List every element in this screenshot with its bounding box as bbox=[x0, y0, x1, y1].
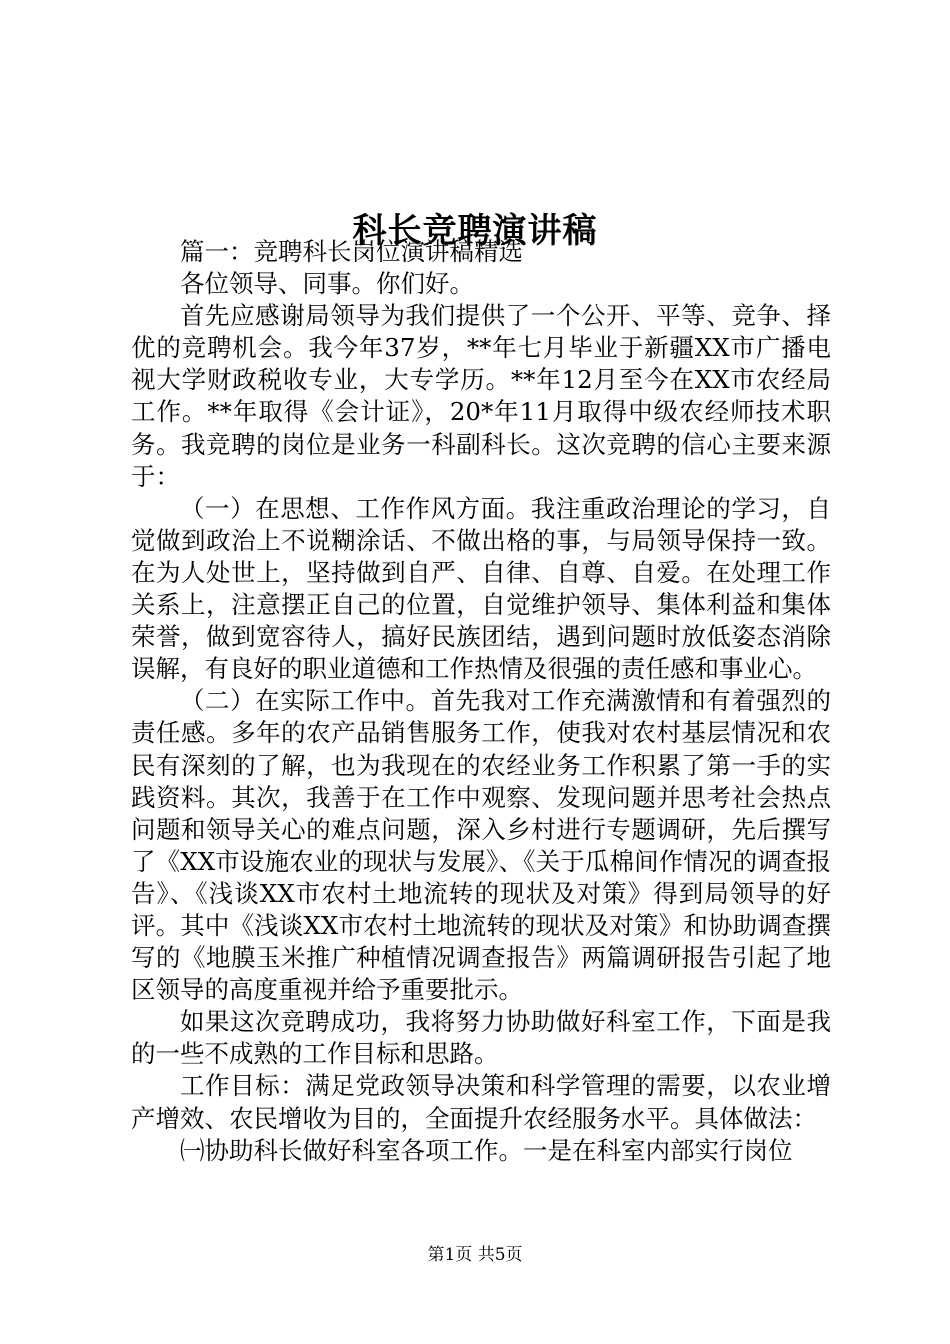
paragraph-introduction: 首先应感谢局领导为我们提供了一个公开、平等、竞争、择优的竞聘机会。我今年37岁，**年七月毕业于新疆XX市广播电视大学财政税收专业，大专学历。**年12月至今在XX市农经局工作。**年取得《会计证》，20*年11月取得中级农经师技术职务。我竞聘的岗位是业务一科副科长。这次竞聘的信心主要来源于： bbox=[131, 301, 831, 491]
paragraph-transition: 如果这次竞聘成功，我将努力协助做好科室工作，下面是我的一些不成熟的工作目标和思路。 bbox=[131, 1007, 831, 1069]
paragraph-point-one: （一）在思想、工作作风方面。我注重政治理论的学习，自觉做到政治上不说糊涂话、不做出格的事，与局领导保持一致。在为人处世上，坚持做到自严、自律、自尊、自爱。在处理工作关系上，注意摆正自己的位置，自觉维护领导、集体利益和集体荣誉，做到宽容待人，搞好民族团结，遇到问题时放低姿态消除误解，有良好的职业道德和工作热情及很强的责任感和事业心。 bbox=[131, 493, 831, 684]
document-body bbox=[131, 236, 831, 1167]
paragraph-section-heading: 篇一：竞聘科长岗位演讲稿精选 bbox=[180, 237, 523, 266]
document-title: 科长竞聘演讲稿 bbox=[352, 210, 598, 251]
paragraph-measure-one: ㈠协助科长做好科室各项工作。一是在科室内部实行岗位 bbox=[180, 1135, 793, 1165]
paragraph-point-two: （二）在实际工作中。首先我对工作充满激情和有着强烈的责任感。多年的农产品销售服务工作，使我对农村基层情况和农民有深刻的了解，也为我现在的农经业务工作积累了第一手的实践资料。其次，我善于在工作中观察、发现问题并思考社会热点问题和领导关心的难点问题，深入乡村进行专题调研，先后撰写了《XX市设施农业的现状与发展》、《关于瓜棉间作情况的调查报告》、《浅谈XX市农村土地流转的现状及对策》得到局领导的好评。其中《浅谈XX市农村土地流转的现状及对策》和协助调查撰写的《地膜玉米推广种植情况调查报告》两篇调研报告引起了地区领导的高度重视并给予重要批示。 bbox=[131, 686, 831, 1005]
page-footer: 第1页 共5页 bbox=[427, 1245, 523, 1265]
paragraph-work-goals: 工作目标：满足党政领导决策和科学管理的需要，以农业增产增效、农民增收为目的，全面提升农经服务水平。具体做法： bbox=[131, 1071, 831, 1133]
paragraph-greeting: 各位领导、同事。你们好。 bbox=[180, 269, 474, 299]
